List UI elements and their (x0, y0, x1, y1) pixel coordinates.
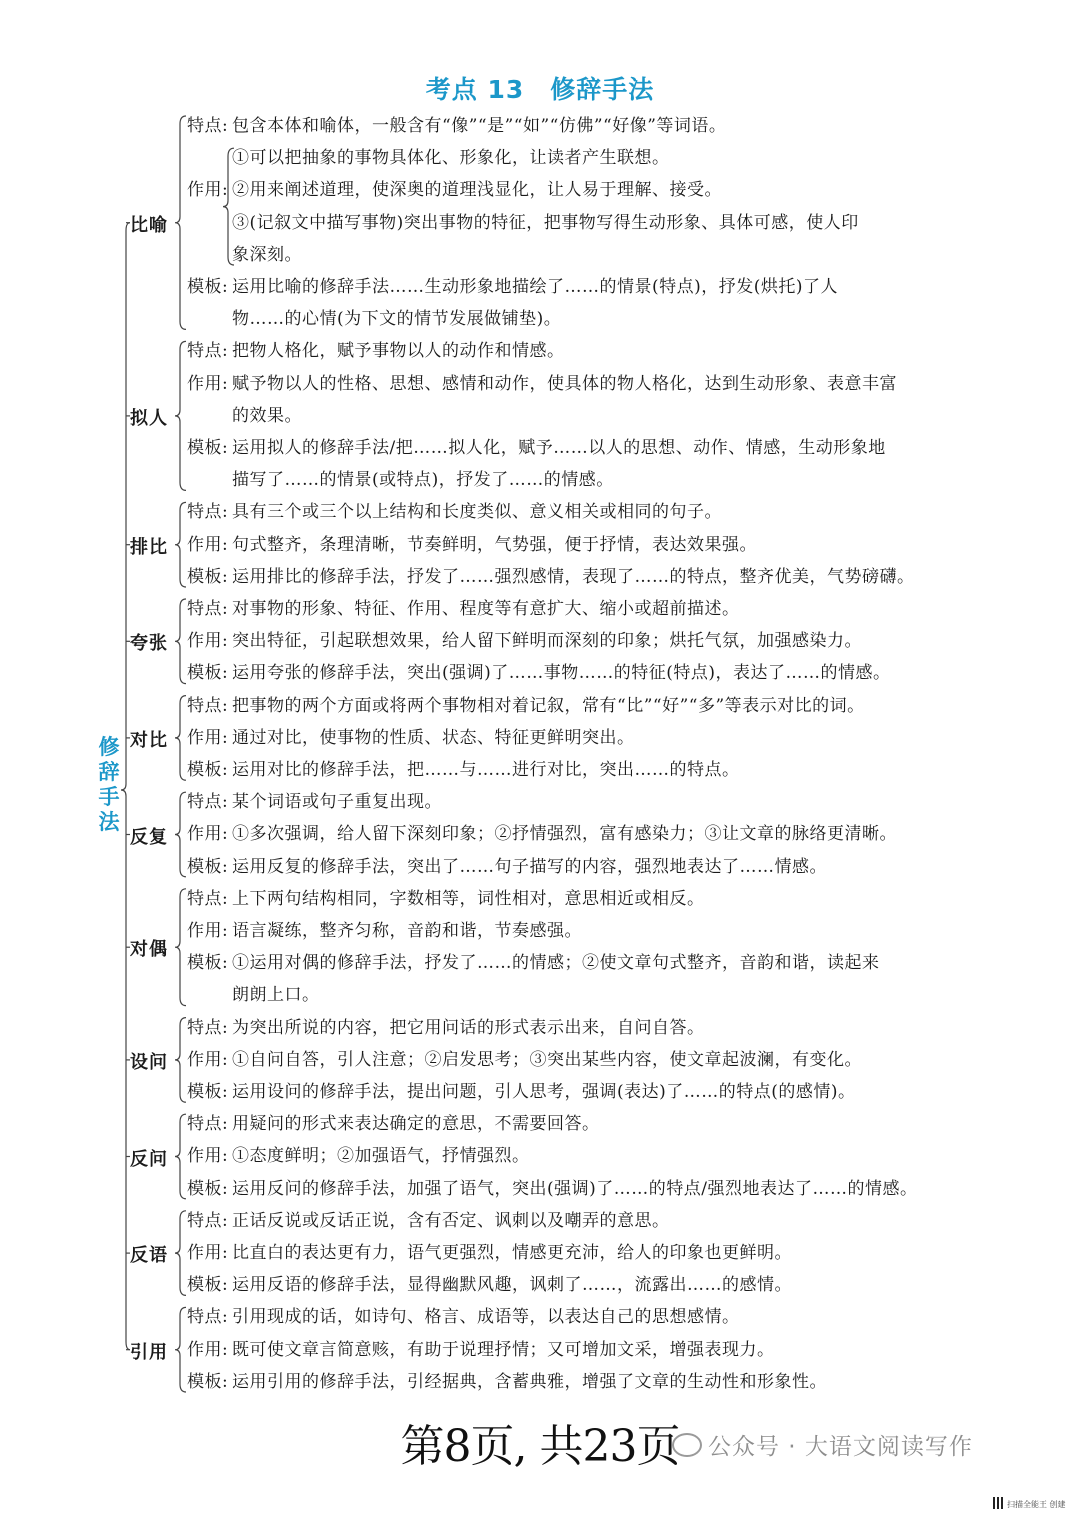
outline-row (187, 1269, 792, 1301)
category-label: 排比 (130, 536, 168, 558)
row-label: 作用: (187, 631, 229, 652)
outline-row (187, 110, 726, 142)
outline-row (187, 722, 635, 754)
row-text: ③(记叙文中描写事物)突出事物的特征，把事物写得生动形象、具体可感，使人印 (232, 212, 859, 233)
row-text: 正话反说或反话正说，含有否定、讽刺以及嘲弄的意思。 (232, 1210, 670, 1231)
row-label: 作用: (187, 824, 229, 845)
row-label: 模板: (187, 953, 229, 974)
row-text: ①运用对偶的修辞手法，抒发了……的情感；②使文章句式整齐，音韵和谐，读起来 (232, 953, 880, 974)
row-text: 运用排比的修辞手法，抒发了……强烈感情，表现了……的特点，整齐优美，气势磅礴。 (232, 566, 915, 587)
row-label: 作用: (187, 1339, 229, 1360)
outline-row (187, 883, 705, 915)
row-text: 把物人格化，赋予事物以人的动作和情感。 (232, 341, 565, 362)
outline-row (187, 432, 886, 464)
outline-row (187, 142, 670, 174)
outline-row (187, 786, 442, 818)
row-label: 作用: (187, 921, 229, 941)
outline-row (187, 1301, 740, 1333)
row-label: 作用: (187, 727, 229, 748)
row-label: 模板: (187, 1275, 229, 1296)
row-text: 上下两句结构相同，字数相等，词性相对，意思相近或相反。 (232, 888, 705, 909)
row-text: 运用反复的修辞手法，突出了……句子描写的内容，强烈地表达了……情感。 (232, 856, 827, 877)
outline-row (187, 1334, 775, 1366)
row-text: ①自问自答，引人注意；②启发思考；③突出某些内容，使文章起波澜，有变化。 (232, 1049, 862, 1070)
row-label: 特点: (187, 502, 229, 523)
row-label: 特点: (187, 1017, 229, 1038)
category-label: 对偶 (130, 939, 168, 961)
root-char: 修 (98, 735, 120, 759)
outline-row (187, 529, 757, 561)
row-text: 具有三个或三个以上结构和长度类似、意义相关或相同的句子。 (232, 502, 722, 523)
category-label: 对比 (130, 729, 168, 751)
row-text: ①态度鲜明；②加强语气，抒情强烈。 (232, 1146, 530, 1167)
row-label: 作用: (187, 1243, 229, 1263)
row-text: 比直白的表达更有力，语气更强烈，情感更充沛，给人的印象也更鲜明。 (232, 1243, 792, 1263)
row-label: 特点: (187, 1210, 229, 1231)
category-label: 反语 (130, 1245, 168, 1267)
row-label: 模板: (187, 1371, 229, 1392)
outline-row (187, 1173, 918, 1205)
row-text: 通过对比，使事物的性质、状态、特征更鲜明突出。 (232, 727, 635, 748)
row-text: 物……的心情(为下文的情节发展做铺垫)。 (232, 309, 562, 330)
row-label: 作用: (187, 180, 229, 201)
row-text: 语言凝练，整齐匀称，音韵和谐，节奏感强。 (232, 921, 582, 941)
row-text: 运用拟人的修辞手法/把……拟人化，赋予……以人的思想、动作、情感，生动形象地 (232, 438, 886, 458)
category-label: 拟人 (130, 407, 168, 429)
outline-row (187, 1237, 792, 1269)
outline-row (187, 915, 582, 947)
row-label: 特点: (187, 695, 229, 716)
row-text: ①多次强调，给人留下深刻印象；②抒情强烈，富有感染力；③让文章的脉络更清晰。 (232, 824, 897, 845)
wechat-icon (672, 1433, 702, 1457)
outline-row (187, 818, 897, 850)
row-label: 作用: (187, 1049, 229, 1070)
outline-row (187, 239, 302, 271)
row-text: 描写了……的情景(或特点)，抒发了……的情感。 (232, 470, 614, 491)
outline-row (187, 303, 561, 335)
row-text: ①可以把抽象的事物具体化、形象化，让读者产生联想。 (232, 148, 670, 169)
category-label: 设问 (130, 1051, 168, 1073)
root-char: 手 (98, 785, 120, 809)
row-label: 模板: (187, 1082, 229, 1102)
category-bracket (175, 599, 186, 684)
category-bracket (175, 341, 186, 490)
row-text: 为突出所说的内容，把它用问话的形式表示出来，自问自答。 (232, 1017, 705, 1038)
row-text: 运用设问的修辞手法，提出问题，引人思考，强调(表达)了……的特点(的感情)。 (232, 1082, 856, 1102)
row-label: 特点: (187, 888, 229, 909)
row-text: 的效果。 (232, 405, 302, 426)
row-text: 引用现成的话，如诗句、格言、成语等，以表达自己的思想感情。 (232, 1307, 740, 1328)
scan-stamp (993, 1497, 1066, 1510)
outline-row (187, 1044, 862, 1076)
category-label: 比喻 (130, 214, 168, 236)
outline-row (187, 1076, 856, 1108)
row-text: 把事物的两个方面或将两个事物相对着记叙，常有“比”“好”“多”等表示对比的词。 (232, 695, 865, 716)
row-label: 模板: (187, 566, 229, 587)
outline-row (187, 851, 827, 883)
watermark-text: 公众号 · 大语文阅读写作 (708, 1434, 973, 1460)
page-footer: 第8页, 共23页 (400, 1421, 680, 1472)
category-bracket (175, 889, 186, 1006)
row-text: 朗朗上口。 (232, 985, 320, 1006)
outline-row (187, 368, 897, 400)
category-bracket (175, 1307, 186, 1392)
row-text: 突出特征，引起联想效果，给人留下鲜明而深刻的印象；烘托气氛，加强感染力。 (232, 631, 862, 652)
root-bracket (121, 223, 130, 1350)
row-label: 作用: (187, 373, 229, 394)
category-label: 夸张 (130, 633, 168, 655)
row-text: 既可使文章言简意赅，有助于说理抒情；又可增加文采，增强表现力。 (232, 1339, 775, 1360)
row-text: 某个词语或句子重复出现。 (232, 792, 442, 813)
row-label: 模板: (187, 856, 229, 877)
row-text: 象深刻。 (232, 244, 302, 265)
qr-icon (993, 1497, 1005, 1509)
row-label: 特点: (187, 599, 229, 619)
row-text: 运用反语的修辞手法，显得幽默风趣，讽刺了……，流露出……的感情。 (232, 1275, 792, 1296)
outline-row (187, 1012, 705, 1044)
outline-row (187, 174, 722, 206)
outline-row (187, 754, 740, 786)
row-text: 用疑问的形式来表达确定的意思，不需要回答。 (232, 1114, 600, 1135)
row-text: 对事物的形象、特征、作用、程度等有意扩大、缩小或超前描述。 (232, 599, 740, 619)
row-text: ②用来阐述道理，使深奥的道理浅显化，让人易于理解、接受。 (232, 180, 722, 201)
category-bracket (175, 696, 186, 781)
outline-row (187, 400, 302, 432)
outline-row (187, 593, 740, 625)
row-label: 特点: (187, 1114, 229, 1135)
category-bracket (175, 1211, 186, 1296)
category-bracket (175, 1114, 186, 1199)
category-bracket (175, 502, 186, 587)
row-label: 模板: (187, 760, 229, 780)
scan-text: 扫描全能王 创建 (1007, 1500, 1066, 1509)
row-label: 模板: (187, 1178, 229, 1199)
outline-row (187, 271, 838, 303)
row-text: 运用夸张的修辞手法，突出(强调)了……事物……的特征(特点)，表达了……的情感。 (232, 663, 891, 684)
outline-row (187, 690, 865, 722)
row-text: 运用比喻的修辞手法……生动形象地描绘了……的情景(特点)，抒发(烘托)了人 (232, 277, 839, 297)
outline-row (187, 464, 614, 496)
outline-row (187, 335, 565, 367)
category-bracket (175, 792, 186, 877)
row-text: 运用引用的修辞手法，引经据典，含蓄典雅，增强了文章的生动性和形象性。 (232, 1371, 827, 1392)
root-char: 辞 (98, 760, 120, 784)
category-bracket (175, 1018, 186, 1103)
outline-row (187, 657, 891, 689)
outline-row (187, 625, 862, 657)
row-label: 特点: (187, 341, 229, 362)
outline-row (187, 1366, 827, 1398)
category-label: 反问 (130, 1148, 168, 1170)
category-label: 反复 (130, 826, 168, 848)
outline-row (187, 496, 722, 528)
row-text: 包含本体和喻体，一般含有“像”“是”“如”“仿佛”“好像”等词语。 (232, 116, 727, 136)
outline-row (187, 947, 880, 979)
row-label: 模板: (187, 438, 229, 458)
row-label: 模板: (187, 277, 229, 297)
outline-row (187, 979, 320, 1011)
watermark (672, 1428, 973, 1461)
category-bracket (175, 116, 186, 329)
row-text: 运用反问的修辞手法，加强了语气，突出(强调)了……的特点/强烈地表达了……的情感。 (232, 1178, 918, 1199)
row-label: 特点: (187, 1307, 229, 1328)
category-label: 引用 (130, 1341, 168, 1363)
row-text: 赋予物以人的性格、思想、感情和动作，使具体的物人格化，达到生动形象、表意丰富 (232, 373, 897, 394)
row-label: 特点: (187, 792, 229, 813)
row-label: 作用: (187, 534, 229, 555)
row-text: 运用对比的修辞手法，把……与……进行对比，突出……的特点。 (232, 760, 740, 780)
row-label: 模板: (187, 663, 229, 684)
row-text: 句式整齐，条理清晰，节奏鲜明，气势强，便于抒情，表达效果强。 (232, 534, 757, 555)
root-char: 法 (98, 810, 120, 834)
row-label: 特点: (187, 116, 229, 136)
outline-row (187, 1205, 670, 1237)
outline-row (187, 207, 859, 239)
row-label: 作用: (187, 1146, 229, 1167)
outline-row (187, 1108, 600, 1140)
page-title: 考点 13 修辞手法 (425, 75, 655, 104)
outline-row (187, 561, 915, 593)
outline-row (187, 1140, 530, 1172)
